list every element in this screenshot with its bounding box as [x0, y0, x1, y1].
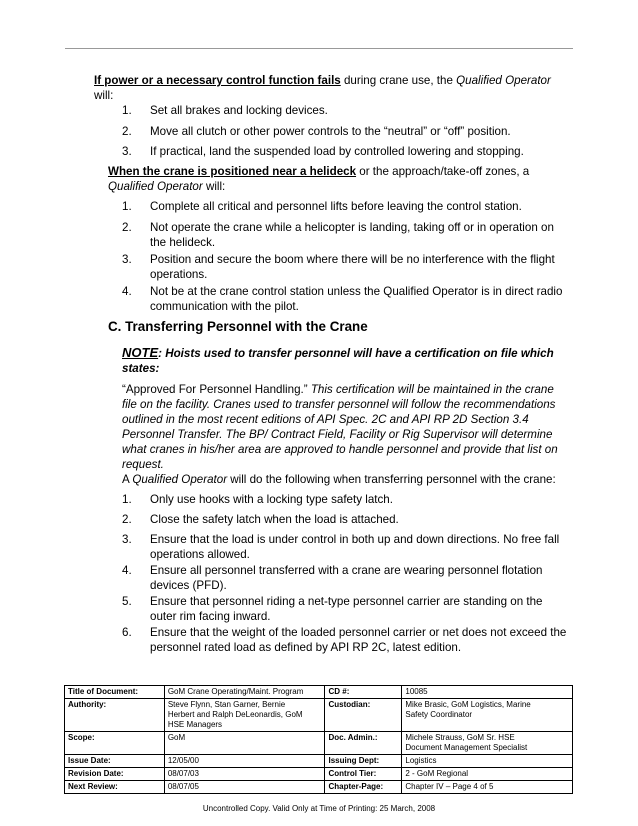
intro-a: A [122, 473, 133, 486]
list-item-number: 3. [122, 145, 132, 158]
note-label: NOTE [122, 345, 159, 360]
approved-line-4: what cranes in his/her area are approved to handle personnel and provide that list on [122, 443, 558, 456]
power-fail-lead: If power or a necessary control function fails [94, 74, 341, 87]
list-item-number: 1. [122, 200, 132, 213]
helideck-paragraph [108, 164, 568, 194]
helideck-lead: When the crane is positioned near a helideck [108, 165, 357, 178]
custodian-value-1: Mike Brasic, GoM Logistics, Marine [405, 700, 531, 709]
list-item-text-continued: operations allowed. [150, 548, 250, 561]
revision-value: 08/07/03 [164, 768, 325, 781]
list-item [150, 492, 570, 507]
issue-value: 12/05/00 [164, 755, 325, 768]
list-item-text-continued: communication with the pilot. [150, 300, 299, 313]
table-row [65, 686, 573, 699]
document-control-table [64, 685, 573, 794]
list-item-number: 2. [122, 513, 132, 526]
list-item-number: 5. [122, 595, 132, 608]
footer-note: Uncontrolled Copy. Valid Only at Time of Printing: 25 March, 2008 [202, 804, 436, 813]
header-rule [65, 48, 573, 49]
list-item: Set all brakes and locking devices. [150, 104, 328, 117]
custodian-label: Custodian: [325, 699, 402, 732]
list-item [150, 625, 570, 655]
approved-paragraph [122, 382, 572, 472]
power-fail-tail: will: [94, 89, 114, 102]
list-item [150, 220, 570, 250]
list-item-text: Position and secure the boom where there will be no interference with the flight [150, 253, 555, 266]
section-c-heading: C. Transferring Personnel with the Crane [108, 319, 368, 334]
list-item-number: 1. [122, 104, 132, 117]
list-item: Move all clutch or other power controls to the “neutral” or “off” position. [150, 125, 511, 138]
tier-label: Control Tier: [325, 768, 402, 781]
table-row [65, 699, 573, 732]
list-item-text: Complete all critical and personnel lifts before leaving the control station. [150, 200, 522, 213]
approved-line-2: outlined in the most recent editions of API Spec. 2C and API RP 2D Section 3.4 [122, 413, 529, 426]
title-label: Title of Document: [65, 686, 165, 699]
list-item-text: Ensure that personnel riding a net-type personnel carrier are standing on the [150, 595, 543, 608]
chapter-value: Chapter IV – Page 4 of 5 [402, 781, 573, 794]
list-item-number: 4. [122, 564, 132, 577]
authority-value-2: Herbert and Ralph DeLeonardis, GoM [167, 710, 303, 719]
authority-value-1: Steve Flynn, Stan Garner, Bernie [167, 700, 286, 709]
list-item [150, 563, 570, 593]
list-item-number: 1. [122, 493, 132, 506]
issuing-label: Issuing Dept: [325, 755, 402, 768]
authority-label: Authority: [65, 699, 165, 732]
list-item: If practical, land the suspended load by controlled lowering and stopping. [150, 145, 524, 158]
list-item-text-continued: devices (PFD). [150, 579, 227, 592]
intro-rest: will do the following when transferring personnel with the crane: [227, 473, 556, 486]
list-item-number: 6. [122, 626, 132, 639]
cd-value: 10085 [402, 686, 573, 699]
docadmin-label: Doc. Admin.: [325, 732, 402, 755]
table-row [65, 768, 573, 781]
power-fail-rest: during crane use, the [340, 74, 457, 87]
helideck-tail: will: [202, 180, 226, 193]
list-item-text: Ensure that the weight of the loaded personnel carrier or net does not exceed the [150, 626, 567, 639]
list-item-text-continued: operations. [150, 268, 208, 281]
scope-value: GoM [164, 732, 325, 755]
list-item-number: 3. [122, 533, 132, 546]
table-row [65, 755, 573, 768]
custodian-value-2: Safety Coordinator [405, 710, 473, 719]
review-label: Next Review: [65, 781, 165, 794]
list-item-number: 2. [122, 221, 132, 234]
title-value: GoM Crane Operating/Maint. Program [164, 686, 325, 699]
cd-label: CD #: [325, 686, 402, 699]
helideck-rest: or the approach/take-off zones, a [356, 165, 530, 178]
issue-label: Issue Date: [65, 755, 165, 768]
tier-value: 2 - GoM Regional [402, 768, 573, 781]
note-line-1: : Hoists used to transfer personnel will have a certification on file which [158, 347, 554, 360]
list-item [150, 284, 570, 314]
approved-line-3: Personnel Transfer. The BP/ Contract Field, Facility or Rig Supervisor will determine [122, 428, 553, 441]
scope-label: Scope: [65, 732, 165, 755]
authority-value [164, 699, 325, 732]
list-item-text-continued: personnel rated load as defined by API RP 2C, latest edition. [150, 641, 462, 654]
list-item-text: Not be at the crane control station unless the Qualified Operator is in direct radio [150, 285, 563, 298]
authority-value-3: HSE Managers [167, 720, 223, 729]
note-block [122, 345, 567, 376]
docadmin-value-2: Document Management Specialist [405, 743, 528, 752]
helideck-role: Qualified Operator [108, 180, 203, 193]
list-item [150, 594, 570, 624]
review-value: 08/07/05 [164, 781, 325, 794]
list-item-text-continued: the helideck. [150, 236, 216, 249]
intro-role: Qualified Operator [132, 473, 228, 486]
list-item-text: Ensure that the load is under control in both up and down directions. No free fall [150, 533, 560, 546]
docadmin-value [402, 732, 573, 755]
list-item-text: Only use hooks with a locking type safety latch. [150, 493, 393, 506]
list-item-text: Not operate the crane while a helicopter is landing, taking off or in operation on [150, 221, 554, 234]
list-item [150, 252, 570, 282]
revision-label: Revision Date: [65, 768, 165, 781]
list-item-number: 4. [122, 285, 132, 298]
list-item-number: 3. [122, 253, 132, 266]
list-item [150, 199, 570, 214]
list-item-text-continued: outer rim facing inward. [150, 610, 271, 623]
table-row [65, 781, 573, 794]
note-line-2: states: [122, 362, 160, 375]
approved-line-1: file on the facility. Cranes used to transfer personnel will follow the recommendations [122, 398, 556, 411]
list-item [150, 532, 570, 562]
issuing-value: Logistics [402, 755, 573, 768]
list-item-number: 2. [122, 125, 132, 138]
table-row [65, 732, 573, 755]
docadmin-value-1: Michele Strauss, GoM Sr. HSE [405, 733, 515, 742]
power-fail-role: Qualified Operator [456, 74, 551, 87]
custodian-value [402, 699, 573, 732]
approved-quote: “Approved For Personnel Handling.” [122, 383, 308, 396]
list-item-text: Ensure all personnel transferred with a crane are wearing personnel flotation [150, 564, 543, 577]
power-fail-paragraph [94, 73, 569, 103]
transfer-intro [122, 472, 572, 487]
chapter-label: Chapter-Page: [325, 781, 402, 794]
list-item-text: Close the safety latch when the load is attached. [150, 513, 399, 526]
approved-line-0: This certification will be maintained in the crane [307, 383, 554, 396]
list-item [150, 512, 570, 527]
approved-line-5: request. [122, 458, 164, 471]
